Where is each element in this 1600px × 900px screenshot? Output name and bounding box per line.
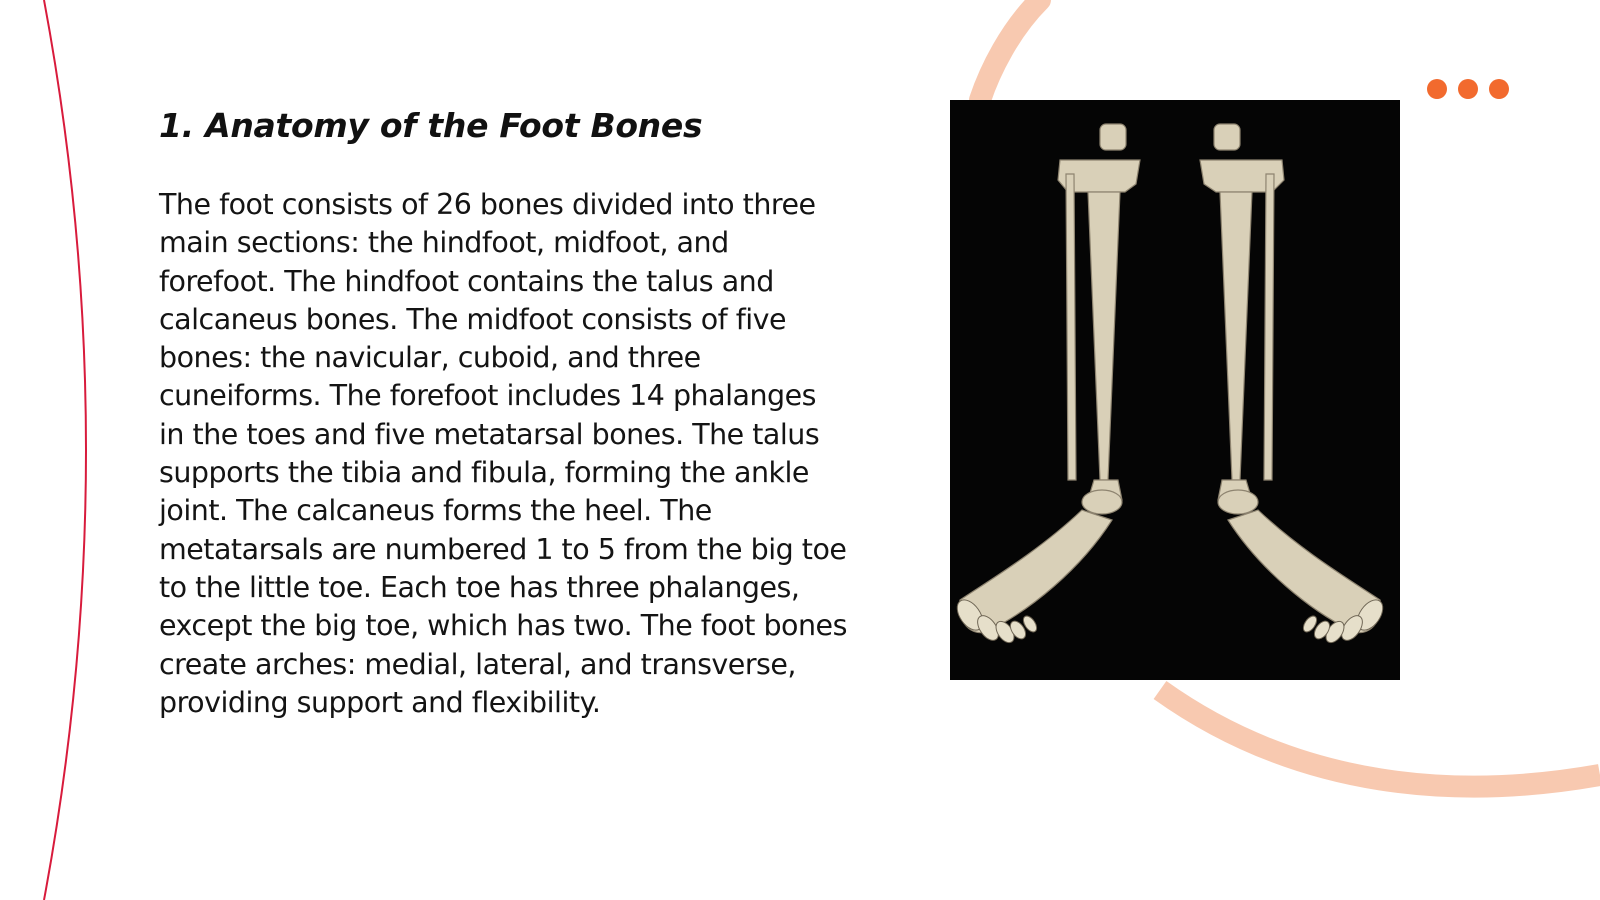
foot-skeleton-image [950, 100, 1400, 680]
bottom-peach-arc [1160, 690, 1600, 787]
dot-icon [1489, 79, 1509, 99]
slide-body-text: The foot consists of 26 bones divided into three main sections: the hindfoot, midfoot, and forefoot. The hindfoot contains the talus and calcaneus bones. The midfoot consists of five bones: the navicular, cuboid, and three cuneiforms. The forefoot includes 14 phalanges in the toes and five metatarsal bones. The talus supports the tibia and fibula, forming the ankle joint. The calcaneus forms the heel. The metatarsals are numbered 1 to 5 from the big toe to the little toe. Each toe has three phalanges, except the big toe, which has two. The foot bones create arches: medial, lateral, and transverse, providing support and flexibility. [159, 188, 847, 719]
left-leg-bones [952, 124, 1140, 646]
top-peach-arc [980, 0, 1040, 100]
slide-title: 1. Anatomy of the Foot Bones [159, 106, 703, 145]
right-leg-bones [1200, 124, 1388, 646]
more-options-dots [1427, 79, 1509, 99]
skeleton-illustration [950, 100, 1400, 680]
dot-icon [1458, 79, 1478, 99]
dot-icon [1427, 79, 1447, 99]
left-accent-curve [44, 0, 86, 900]
